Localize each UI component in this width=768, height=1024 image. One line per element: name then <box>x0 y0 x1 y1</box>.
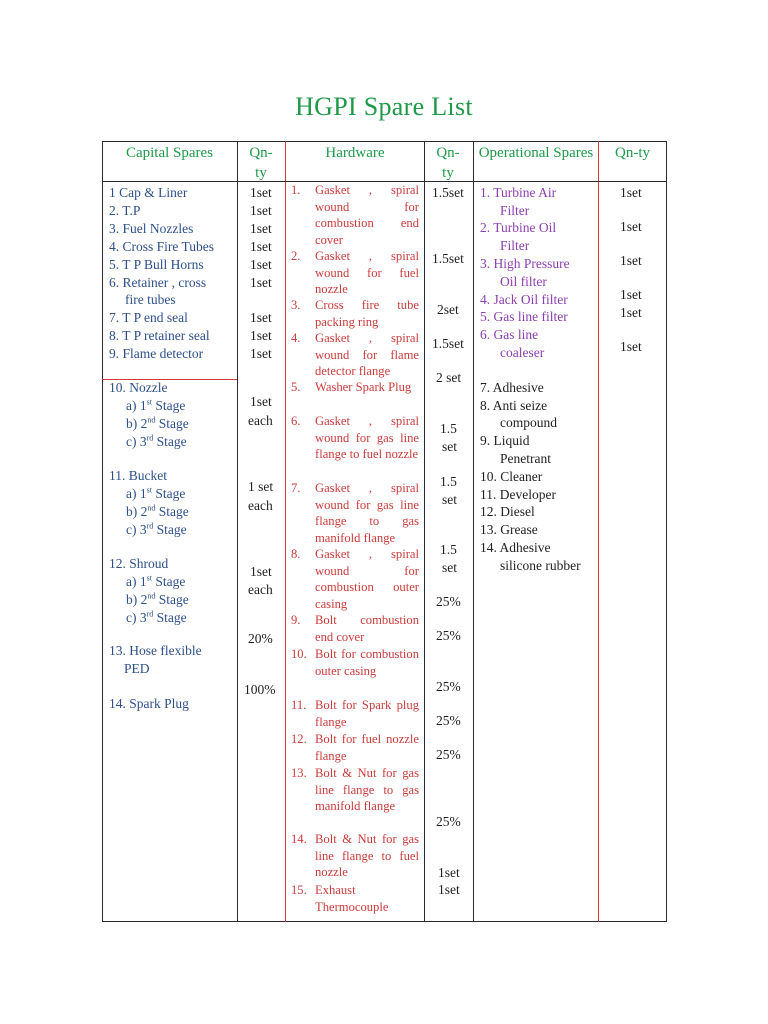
capital-qty: 1set <box>250 275 272 290</box>
capital-qty: 20% <box>248 631 273 646</box>
capital-item: 4. Cross Fire Tubes <box>109 239 215 254</box>
stage-item: b) 2nd Stage <box>126 591 189 607</box>
table-border-right <box>666 141 667 922</box>
capital-qty: 1set <box>250 346 272 361</box>
consumable-item-cont: silicone rubber <box>500 558 581 573</box>
hardware-qty: 1.5set <box>432 185 464 200</box>
capital-item: 1 Cap & Liner <box>109 185 188 200</box>
stage-item: a) 1st Stage <box>126 573 186 589</box>
consumable-item: 7. Adhesive <box>480 380 544 395</box>
stage-item: b) 2nd Stage <box>126 503 189 519</box>
stage-item: c) 3rd Stage <box>126 521 187 537</box>
hardware-qty: 25% <box>436 594 461 609</box>
hardware-item: 4. Gasket , spiral wound for flame detector flange <box>291 331 419 379</box>
operational-qty: 1set <box>620 219 642 234</box>
hardware-qty: 1.5set <box>432 336 464 351</box>
consumable-item-cont: compound <box>500 415 557 430</box>
consumable-item: 10. Cleaner <box>480 469 543 484</box>
hardware-item: 1. Gasket , spiral wound for combustion end cover <box>291 183 419 247</box>
hardware-qty: 1.5 <box>440 421 457 436</box>
header-qty-1 <box>246 143 276 183</box>
hardware-item: 5. Washer Spark Plug <box>291 380 412 394</box>
capital-item-continued: fire tubes <box>125 292 176 307</box>
capital-qty: 1set <box>250 221 272 236</box>
capital-qty-unit: each <box>248 498 273 513</box>
operational-qty: 1set <box>620 185 642 200</box>
column-divider-red <box>285 141 286 922</box>
hardware-item: 13. Bolt & Nut for gas line flange to gas manifold flange <box>291 766 419 814</box>
table-border-top <box>102 141 667 142</box>
hardware-qty-unit: set <box>442 439 457 454</box>
consumable-item: 14. Adhesive <box>480 540 551 555</box>
header-qty-3: Qn-ty <box>615 145 650 161</box>
spare-list-table <box>102 141 667 922</box>
capital-item: 6. Retainer , cross <box>109 275 207 290</box>
header-operational-spares: Operational Spares <box>478 145 594 161</box>
capital-group-bucket: 11. Bucket <box>109 468 167 483</box>
capital-item: 5. T P Bull Horns <box>109 257 204 272</box>
stage-item: b) 2nd Stage <box>126 415 189 431</box>
capital-group-shroud: 12. Shroud <box>109 556 169 571</box>
stage-item: c) 3rd Stage <box>126 433 187 449</box>
capital-qty: 1set <box>250 564 272 579</box>
header-qty-2-text: Qn-ty <box>436 145 460 181</box>
header-capital-spares: Capital Spares <box>125 145 214 161</box>
hardware-qty: 25% <box>436 679 461 694</box>
capital-qty-unit: each <box>248 413 273 428</box>
operational-item: 2. Turbine Oil <box>480 220 557 235</box>
hardware-qty: 2 set <box>436 370 462 385</box>
column-divider <box>237 141 238 922</box>
hardware-item: 7. Gasket , spiral wound for gas line flange to gas manifold flange <box>291 481 419 545</box>
hardware-item: 6. Gasket , spiral wound for gas line flange to fuel nozzle <box>291 414 419 462</box>
operational-item: 3. High Pressure <box>480 256 570 271</box>
hardware-item: 14. Bolt & Nut for gas line flange to fuel nozzle <box>291 832 419 880</box>
operational-qty: 1set <box>620 339 642 354</box>
hardware-qty: 1set <box>438 882 460 897</box>
hardware-qty: 25% <box>436 628 461 643</box>
capital-qty: 1set <box>250 185 272 200</box>
capital-qty: 1set <box>250 203 272 218</box>
capital-item: 3. Fuel Nozzles <box>109 221 194 236</box>
column-divider <box>424 141 425 922</box>
capital-group-spark-plug: 14. Spark Plug <box>109 696 189 711</box>
hardware-item: 2. Gasket , spiral wound for fuel nozzle <box>291 249 419 297</box>
consumable-item: 11. Developer <box>480 487 556 502</box>
capital-qty: 1set <box>250 328 272 343</box>
hardware-item: 11. Bolt for Spark plug flange <box>291 698 419 729</box>
hardware-item: 9. Bolt combustion end cover <box>291 613 419 644</box>
column-divider-red <box>598 141 599 922</box>
hardware-item: 3. Cross fire tube packing ring <box>291 298 419 329</box>
operational-item-cont: coaleser <box>500 345 545 360</box>
hardware-qty: 25% <box>436 713 461 728</box>
capital-qty: 1set <box>250 310 272 325</box>
page-title: HGPI Spare List <box>295 92 473 121</box>
operational-item: 5. Gas line filter <box>480 309 568 324</box>
hardware-qty: 1.5set <box>432 251 464 266</box>
header-qty-1-text: Qn-ty <box>249 145 273 181</box>
capital-group-hose-cont: PED <box>124 661 150 676</box>
capital-group-nozzle: 10. Nozzle <box>109 380 168 395</box>
capital-qty: 1set <box>250 257 272 272</box>
hardware-item: 8. Gasket , spiral wound for combustion outer casing <box>291 547 419 611</box>
header-hardware: Hardware <box>325 145 385 161</box>
operational-item-cont: Filter <box>500 203 530 218</box>
operational-item: 4. Jack Oil filter <box>480 292 568 307</box>
hardware-item: 10. Bolt for combustion outer casing <box>291 647 419 678</box>
consumable-item: 9. Liquid <box>480 433 530 448</box>
capital-qty: 1 set <box>248 479 274 494</box>
hardware-qty: 1set <box>438 865 460 880</box>
hardware-qty: 1.5 <box>440 474 457 489</box>
capital-item: 7. T P end seal <box>109 310 188 325</box>
hardware-qty: 25% <box>436 747 461 762</box>
capital-qty-unit: each <box>248 582 273 597</box>
hardware-qty: 25% <box>436 814 461 829</box>
header-qty-2 <box>433 143 463 183</box>
operational-item-cont: Filter <box>500 238 530 253</box>
stage-item: a) 1st Stage <box>126 485 186 501</box>
consumable-item: 13. Grease <box>480 522 538 537</box>
operational-item: 1. Turbine Air <box>480 185 557 200</box>
hardware-qty: 1.5 <box>440 542 457 557</box>
table-border-bottom <box>102 921 667 922</box>
capital-qty: 1set <box>250 394 272 409</box>
consumable-item-cont: Penetrant <box>500 451 551 466</box>
stage-item: a) 1st Stage <box>126 397 186 413</box>
hardware-qty: 2set <box>437 302 459 317</box>
capital-group-hose: 13. Hose flexible <box>109 643 202 658</box>
capital-item: 8. T P retainer seal <box>109 328 210 343</box>
table-border-left <box>102 141 103 922</box>
operational-item-cont: Oil filter <box>500 274 547 289</box>
hardware-qty-unit: set <box>442 560 457 575</box>
hardware-item: 12. Bolt for fuel nozzle flange <box>291 732 419 763</box>
consumable-item: 8. Anti seize <box>480 398 548 413</box>
capital-item: 2. T.P <box>109 203 141 218</box>
capital-item: 9. Flame detector <box>109 346 204 361</box>
operational-qty: 1set <box>620 305 642 320</box>
operational-qty: 1set <box>620 287 642 302</box>
operational-qty: 1set <box>620 253 642 268</box>
operational-item: 6. Gas line <box>480 327 539 342</box>
column-divider <box>473 141 474 922</box>
consumable-item: 12. Diesel <box>480 504 535 519</box>
stage-item: c) 3rd Stage <box>126 609 187 625</box>
capital-qty: 1set <box>250 239 272 254</box>
hardware-item: 15. Exhaust Thermocouple <box>291 883 389 914</box>
hardware-qty-unit: set <box>442 492 457 507</box>
capital-qty: 100% <box>244 682 276 697</box>
